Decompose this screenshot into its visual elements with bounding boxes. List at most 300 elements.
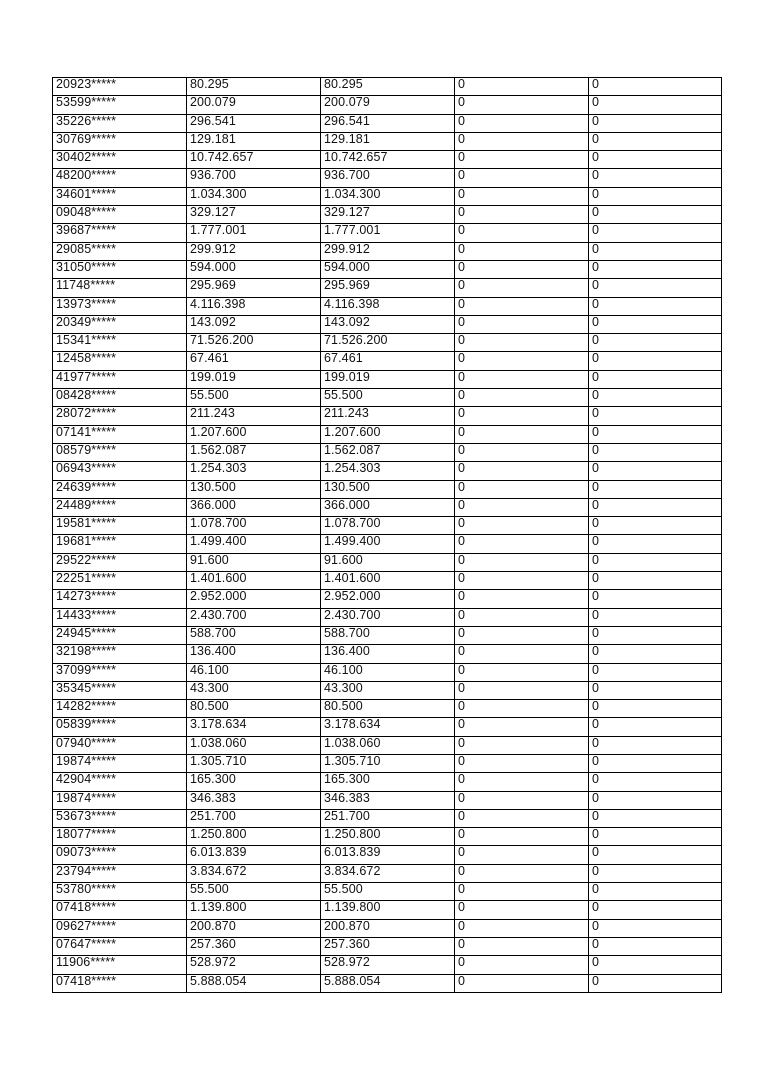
id-cell: 19581*****	[53, 517, 187, 535]
amount-repeat-cell: 200.870	[321, 919, 455, 937]
id-cell: 07418*****	[53, 974, 187, 992]
table-row	[53, 919, 722, 937]
amount-cell: 129.181	[187, 132, 321, 150]
zero-cell-b: 0	[589, 78, 722, 96]
zero-cell-b: 0	[589, 535, 722, 553]
id-cell: 48200*****	[53, 169, 187, 187]
table-row	[53, 352, 722, 370]
amount-repeat-cell: 257.360	[321, 937, 455, 955]
zero-cell-b: 0	[589, 224, 722, 242]
zero-cell-b: 0	[589, 443, 722, 461]
amount-repeat-cell: 366.000	[321, 498, 455, 516]
zero-cell-a: 0	[455, 736, 589, 754]
amount-repeat-cell: 143.092	[321, 315, 455, 333]
id-cell: 35226*****	[53, 114, 187, 132]
amount-cell: 2.952.000	[187, 590, 321, 608]
zero-cell-a: 0	[455, 297, 589, 315]
zero-cell-b: 0	[589, 260, 722, 278]
amount-cell: 165.300	[187, 773, 321, 791]
zero-cell-a: 0	[455, 462, 589, 480]
zero-cell-a: 0	[455, 498, 589, 516]
amount-cell: 1.250.800	[187, 828, 321, 846]
table-row	[53, 334, 722, 352]
amount-repeat-cell: 528.972	[321, 956, 455, 974]
amount-cell: 257.360	[187, 937, 321, 955]
zero-cell-b: 0	[589, 626, 722, 644]
zero-cell-a: 0	[455, 937, 589, 955]
amount-cell: 143.092	[187, 315, 321, 333]
id-cell: 08579*****	[53, 443, 187, 461]
id-cell: 35345*****	[53, 681, 187, 699]
id-cell: 31050*****	[53, 260, 187, 278]
id-cell: 22251*****	[53, 572, 187, 590]
id-cell: 30402*****	[53, 151, 187, 169]
zero-cell-b: 0	[589, 480, 722, 498]
amount-repeat-cell: 588.700	[321, 626, 455, 644]
zero-cell-b: 0	[589, 645, 722, 663]
amount-repeat-cell: 936.700	[321, 169, 455, 187]
amount-cell: 80.500	[187, 700, 321, 718]
amount-repeat-cell: 3.178.634	[321, 718, 455, 736]
id-cell: 11906*****	[53, 956, 187, 974]
table-row	[53, 626, 722, 644]
table-row	[53, 736, 722, 754]
amount-repeat-cell: 594.000	[321, 260, 455, 278]
amount-cell: 3.834.672	[187, 864, 321, 882]
zero-cell-b: 0	[589, 151, 722, 169]
zero-cell-b: 0	[589, 937, 722, 955]
id-cell: 11748*****	[53, 279, 187, 297]
amount-cell: 1.499.400	[187, 535, 321, 553]
amount-cell: 1.254.303	[187, 462, 321, 480]
amount-repeat-cell: 200.079	[321, 96, 455, 114]
table-row	[53, 883, 722, 901]
zero-cell-a: 0	[455, 535, 589, 553]
id-cell: 06943*****	[53, 462, 187, 480]
amount-repeat-cell: 1.777.001	[321, 224, 455, 242]
zero-cell-b: 0	[589, 114, 722, 132]
amount-cell: 346.383	[187, 791, 321, 809]
table-row	[53, 132, 722, 150]
id-cell: 42904*****	[53, 773, 187, 791]
zero-cell-a: 0	[455, 718, 589, 736]
zero-cell-b: 0	[589, 608, 722, 626]
amount-repeat-cell: 1.305.710	[321, 754, 455, 772]
zero-cell-b: 0	[589, 553, 722, 571]
amount-cell: 1.034.300	[187, 187, 321, 205]
id-cell: 07418*****	[53, 901, 187, 919]
table-row	[53, 590, 722, 608]
zero-cell-b: 0	[589, 407, 722, 425]
amount-cell: 366.000	[187, 498, 321, 516]
table-row	[53, 718, 722, 736]
table-row	[53, 828, 722, 846]
amount-cell: 130.500	[187, 480, 321, 498]
amount-repeat-cell: 55.500	[321, 389, 455, 407]
amount-cell: 55.500	[187, 883, 321, 901]
zero-cell-a: 0	[455, 553, 589, 571]
amount-repeat-cell: 1.034.300	[321, 187, 455, 205]
id-cell: 12458*****	[53, 352, 187, 370]
id-cell: 18077*****	[53, 828, 187, 846]
amount-repeat-cell: 91.600	[321, 553, 455, 571]
amount-repeat-cell: 1.207.600	[321, 425, 455, 443]
id-cell: 19681*****	[53, 535, 187, 553]
amount-cell: 295.969	[187, 279, 321, 297]
id-cell: 15341*****	[53, 334, 187, 352]
zero-cell-a: 0	[455, 663, 589, 681]
amount-repeat-cell: 10.742.657	[321, 151, 455, 169]
amount-repeat-cell: 136.400	[321, 645, 455, 663]
zero-cell-a: 0	[455, 407, 589, 425]
zero-cell-b: 0	[589, 206, 722, 224]
id-cell: 29085*****	[53, 242, 187, 260]
amount-repeat-cell: 1.139.800	[321, 901, 455, 919]
zero-cell-a: 0	[455, 608, 589, 626]
amount-repeat-cell: 1.401.600	[321, 572, 455, 590]
zero-cell-b: 0	[589, 663, 722, 681]
zero-cell-a: 0	[455, 425, 589, 443]
amount-repeat-cell: 165.300	[321, 773, 455, 791]
zero-cell-b: 0	[589, 425, 722, 443]
zero-cell-b: 0	[589, 791, 722, 809]
zero-cell-b: 0	[589, 132, 722, 150]
zero-cell-a: 0	[455, 791, 589, 809]
amount-cell: 55.500	[187, 389, 321, 407]
zero-cell-a: 0	[455, 956, 589, 974]
table-row	[53, 78, 722, 96]
table-row	[53, 535, 722, 553]
zero-cell-a: 0	[455, 974, 589, 992]
id-cell: 24639*****	[53, 480, 187, 498]
table-row	[53, 937, 722, 955]
table-row	[53, 864, 722, 882]
amount-cell: 67.461	[187, 352, 321, 370]
id-cell: 53780*****	[53, 883, 187, 901]
id-cell: 30769*****	[53, 132, 187, 150]
table-row	[53, 773, 722, 791]
amount-repeat-cell: 80.500	[321, 700, 455, 718]
zero-cell-a: 0	[455, 114, 589, 132]
table-row	[53, 572, 722, 590]
zero-cell-a: 0	[455, 443, 589, 461]
table-row	[53, 681, 722, 699]
id-cell: 20923*****	[53, 78, 187, 96]
amount-cell: 936.700	[187, 169, 321, 187]
amount-cell: 71.526.200	[187, 334, 321, 352]
zero-cell-a: 0	[455, 919, 589, 937]
zero-cell-b: 0	[589, 974, 722, 992]
zero-cell-a: 0	[455, 572, 589, 590]
amount-repeat-cell: 130.500	[321, 480, 455, 498]
amount-repeat-cell: 2.430.700	[321, 608, 455, 626]
table-row	[53, 700, 722, 718]
zero-cell-b: 0	[589, 846, 722, 864]
table-row	[53, 462, 722, 480]
zero-cell-a: 0	[455, 132, 589, 150]
id-cell: 34601*****	[53, 187, 187, 205]
zero-cell-b: 0	[589, 809, 722, 827]
id-cell: 07647*****	[53, 937, 187, 955]
table-row	[53, 151, 722, 169]
amount-cell: 299.912	[187, 242, 321, 260]
amount-cell: 136.400	[187, 645, 321, 663]
id-cell: 28072*****	[53, 407, 187, 425]
amount-repeat-cell: 80.295	[321, 78, 455, 96]
table-row	[53, 389, 722, 407]
data-table	[52, 77, 722, 993]
id-cell: 19874*****	[53, 754, 187, 772]
table-row	[53, 370, 722, 388]
table-row	[53, 443, 722, 461]
amount-repeat-cell: 295.969	[321, 279, 455, 297]
id-cell: 14273*****	[53, 590, 187, 608]
zero-cell-a: 0	[455, 315, 589, 333]
amount-cell: 588.700	[187, 626, 321, 644]
id-cell: 32198*****	[53, 645, 187, 663]
amount-repeat-cell: 1.562.087	[321, 443, 455, 461]
table-row	[53, 791, 722, 809]
amount-cell: 1.305.710	[187, 754, 321, 772]
id-cell: 07940*****	[53, 736, 187, 754]
zero-cell-a: 0	[455, 151, 589, 169]
zero-cell-a: 0	[455, 681, 589, 699]
amount-cell: 1.078.700	[187, 517, 321, 535]
zero-cell-a: 0	[455, 187, 589, 205]
zero-cell-b: 0	[589, 352, 722, 370]
amount-cell: 4.116.398	[187, 297, 321, 315]
amount-cell: 80.295	[187, 78, 321, 96]
amount-repeat-cell: 211.243	[321, 407, 455, 425]
table-row	[53, 187, 722, 205]
amount-repeat-cell: 1.078.700	[321, 517, 455, 535]
table-row	[53, 260, 722, 278]
amount-repeat-cell: 3.834.672	[321, 864, 455, 882]
table-row	[53, 974, 722, 992]
zero-cell-a: 0	[455, 169, 589, 187]
zero-cell-b: 0	[589, 279, 722, 297]
amount-repeat-cell: 199.019	[321, 370, 455, 388]
zero-cell-a: 0	[455, 773, 589, 791]
amount-repeat-cell: 346.383	[321, 791, 455, 809]
zero-cell-b: 0	[589, 901, 722, 919]
amount-cell: 6.013.839	[187, 846, 321, 864]
amount-cell: 1.562.087	[187, 443, 321, 461]
amount-cell: 200.079	[187, 96, 321, 114]
zero-cell-b: 0	[589, 864, 722, 882]
zero-cell-a: 0	[455, 645, 589, 663]
amount-repeat-cell: 129.181	[321, 132, 455, 150]
zero-cell-b: 0	[589, 572, 722, 590]
id-cell: 20349*****	[53, 315, 187, 333]
id-cell: 13973*****	[53, 297, 187, 315]
zero-cell-b: 0	[589, 297, 722, 315]
zero-cell-a: 0	[455, 370, 589, 388]
zero-cell-b: 0	[589, 718, 722, 736]
table-row	[53, 279, 722, 297]
amount-cell: 594.000	[187, 260, 321, 278]
zero-cell-a: 0	[455, 206, 589, 224]
zero-cell-a: 0	[455, 352, 589, 370]
zero-cell-b: 0	[589, 498, 722, 516]
zero-cell-b: 0	[589, 242, 722, 260]
zero-cell-a: 0	[455, 96, 589, 114]
zero-cell-a: 0	[455, 626, 589, 644]
amount-cell: 251.700	[187, 809, 321, 827]
zero-cell-a: 0	[455, 242, 589, 260]
amount-cell: 1.038.060	[187, 736, 321, 754]
id-cell: 53599*****	[53, 96, 187, 114]
amount-cell: 296.541	[187, 114, 321, 132]
table-row	[53, 645, 722, 663]
amount-repeat-cell: 5.888.054	[321, 974, 455, 992]
amount-cell: 329.127	[187, 206, 321, 224]
amount-repeat-cell: 43.300	[321, 681, 455, 699]
amount-repeat-cell: 299.912	[321, 242, 455, 260]
zero-cell-b: 0	[589, 919, 722, 937]
amount-cell: 1.207.600	[187, 425, 321, 443]
amount-cell: 43.300	[187, 681, 321, 699]
table-row	[53, 242, 722, 260]
zero-cell-b: 0	[589, 754, 722, 772]
zero-cell-a: 0	[455, 590, 589, 608]
amount-cell: 199.019	[187, 370, 321, 388]
amount-cell: 1.401.600	[187, 572, 321, 590]
zero-cell-a: 0	[455, 846, 589, 864]
zero-cell-b: 0	[589, 517, 722, 535]
table-row	[53, 224, 722, 242]
id-cell: 29522*****	[53, 553, 187, 571]
table-row	[53, 206, 722, 224]
zero-cell-b: 0	[589, 773, 722, 791]
zero-cell-b: 0	[589, 169, 722, 187]
id-cell: 05839*****	[53, 718, 187, 736]
id-cell: 08428*****	[53, 389, 187, 407]
amount-cell: 91.600	[187, 553, 321, 571]
zero-cell-b: 0	[589, 700, 722, 718]
id-cell: 37099*****	[53, 663, 187, 681]
amount-cell: 10.742.657	[187, 151, 321, 169]
table-row	[53, 608, 722, 626]
amount-repeat-cell: 1.254.303	[321, 462, 455, 480]
table-row	[53, 114, 722, 132]
zero-cell-b: 0	[589, 96, 722, 114]
amount-repeat-cell: 329.127	[321, 206, 455, 224]
zero-cell-a: 0	[455, 517, 589, 535]
table-row	[53, 480, 722, 498]
table-row	[53, 169, 722, 187]
zero-cell-b: 0	[589, 681, 722, 699]
id-cell: 53673*****	[53, 809, 187, 827]
table-row	[53, 498, 722, 516]
zero-cell-a: 0	[455, 389, 589, 407]
zero-cell-a: 0	[455, 279, 589, 297]
id-cell: 07141*****	[53, 425, 187, 443]
id-cell: 24489*****	[53, 498, 187, 516]
amount-cell: 1.139.800	[187, 901, 321, 919]
amount-repeat-cell: 2.952.000	[321, 590, 455, 608]
zero-cell-b: 0	[589, 828, 722, 846]
id-cell: 09073*****	[53, 846, 187, 864]
amount-cell: 2.430.700	[187, 608, 321, 626]
zero-cell-a: 0	[455, 78, 589, 96]
id-cell: 39687*****	[53, 224, 187, 242]
table-row	[53, 846, 722, 864]
zero-cell-b: 0	[589, 389, 722, 407]
zero-cell-b: 0	[589, 315, 722, 333]
table-row	[53, 663, 722, 681]
amount-repeat-cell: 1.038.060	[321, 736, 455, 754]
zero-cell-b: 0	[589, 883, 722, 901]
zero-cell-a: 0	[455, 828, 589, 846]
amount-cell: 200.870	[187, 919, 321, 937]
table-row	[53, 956, 722, 974]
amount-repeat-cell: 4.116.398	[321, 297, 455, 315]
amount-cell: 211.243	[187, 407, 321, 425]
table-body	[53, 78, 722, 993]
amount-repeat-cell: 67.461	[321, 352, 455, 370]
amount-repeat-cell: 71.526.200	[321, 334, 455, 352]
table-row	[53, 517, 722, 535]
zero-cell-a: 0	[455, 224, 589, 242]
zero-cell-b: 0	[589, 334, 722, 352]
amount-repeat-cell: 1.250.800	[321, 828, 455, 846]
zero-cell-a: 0	[455, 260, 589, 278]
amount-cell: 5.888.054	[187, 974, 321, 992]
amount-repeat-cell: 1.499.400	[321, 535, 455, 553]
table-row	[53, 96, 722, 114]
table-row	[53, 297, 722, 315]
zero-cell-b: 0	[589, 736, 722, 754]
id-cell: 23794*****	[53, 864, 187, 882]
zero-cell-a: 0	[455, 864, 589, 882]
amount-cell: 528.972	[187, 956, 321, 974]
zero-cell-a: 0	[455, 883, 589, 901]
table-row	[53, 553, 722, 571]
zero-cell-a: 0	[455, 480, 589, 498]
zero-cell-b: 0	[589, 462, 722, 480]
table-row	[53, 425, 722, 443]
amount-repeat-cell: 251.700	[321, 809, 455, 827]
id-cell: 14282*****	[53, 700, 187, 718]
id-cell: 24945*****	[53, 626, 187, 644]
zero-cell-b: 0	[589, 370, 722, 388]
id-cell: 09627*****	[53, 919, 187, 937]
table-row	[53, 407, 722, 425]
zero-cell-b: 0	[589, 590, 722, 608]
zero-cell-b: 0	[589, 187, 722, 205]
amount-cell: 46.100	[187, 663, 321, 681]
amount-cell: 3.178.634	[187, 718, 321, 736]
id-cell: 41977*****	[53, 370, 187, 388]
zero-cell-a: 0	[455, 334, 589, 352]
table-row	[53, 754, 722, 772]
table-row	[53, 315, 722, 333]
zero-cell-a: 0	[455, 901, 589, 919]
amount-repeat-cell: 296.541	[321, 114, 455, 132]
table-row	[53, 809, 722, 827]
amount-repeat-cell: 55.500	[321, 883, 455, 901]
amount-repeat-cell: 6.013.839	[321, 846, 455, 864]
id-cell: 19874*****	[53, 791, 187, 809]
id-cell: 09048*****	[53, 206, 187, 224]
zero-cell-a: 0	[455, 700, 589, 718]
id-cell: 14433*****	[53, 608, 187, 626]
zero-cell-a: 0	[455, 754, 589, 772]
zero-cell-b: 0	[589, 956, 722, 974]
zero-cell-a: 0	[455, 809, 589, 827]
amount-cell: 1.777.001	[187, 224, 321, 242]
